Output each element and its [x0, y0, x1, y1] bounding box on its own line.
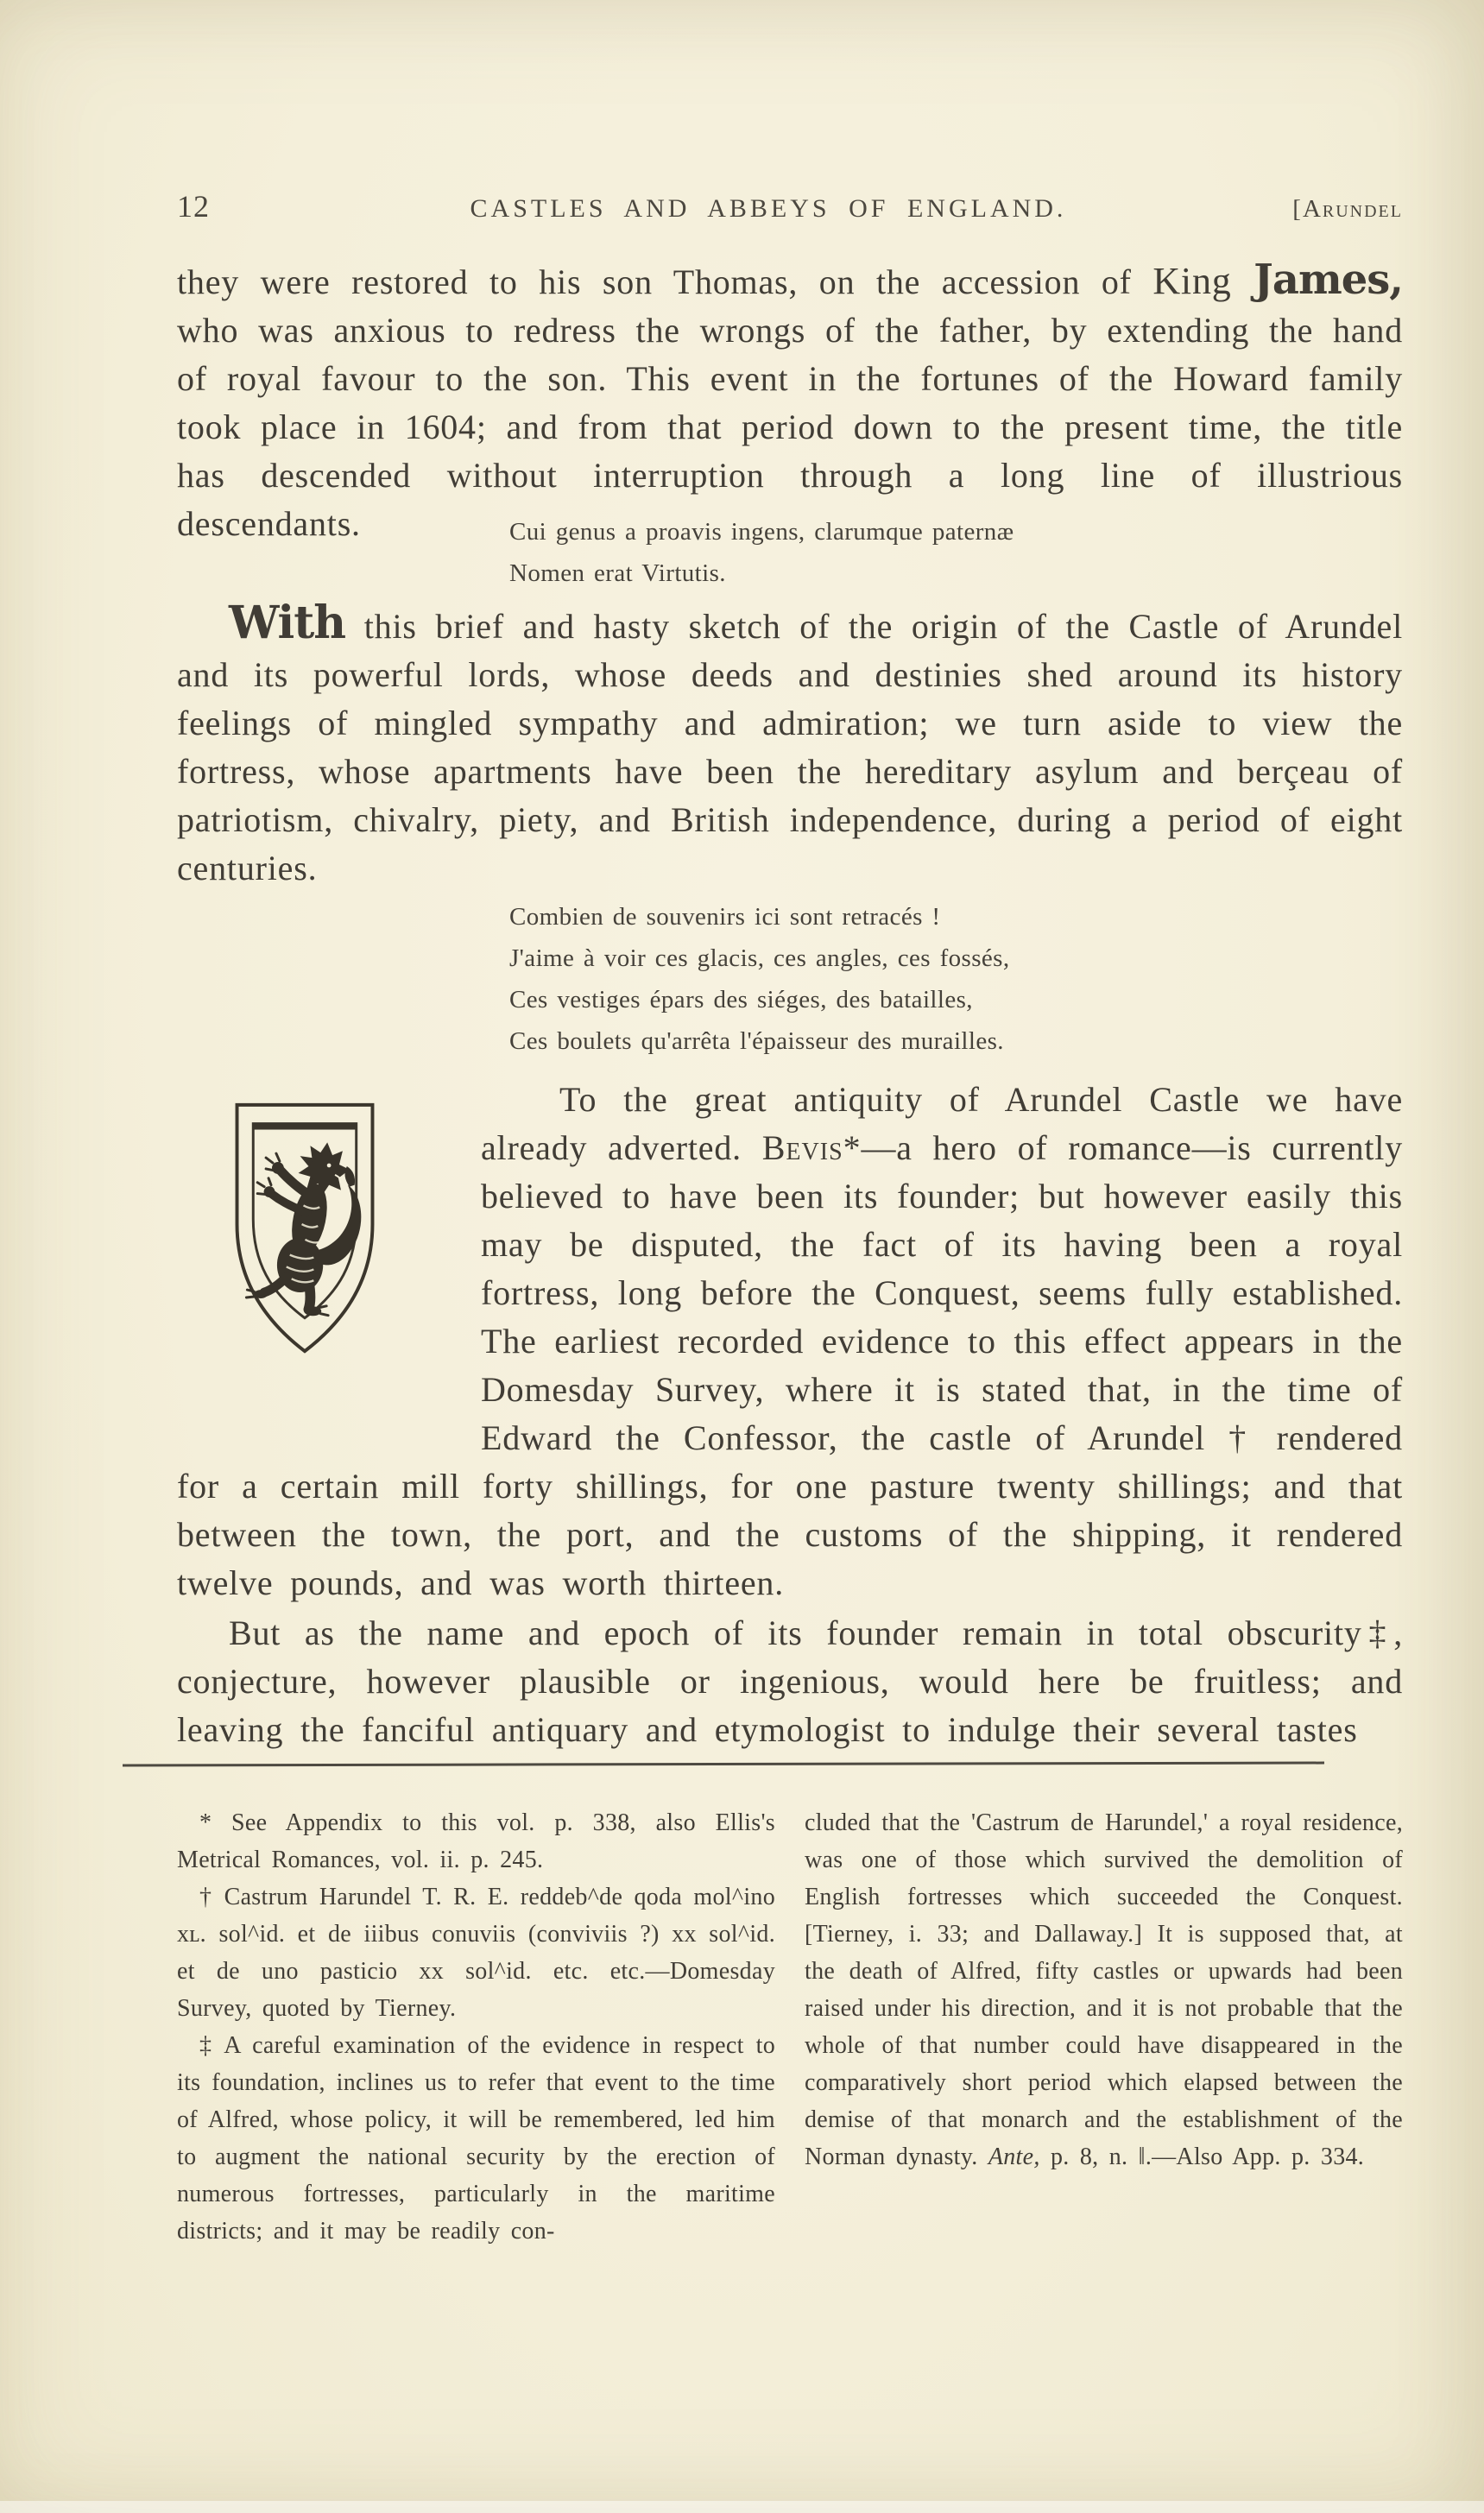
with-blackletter-text: With — [229, 597, 346, 649]
lion-rampant-shield-icon — [189, 1098, 420, 1362]
footnote-careful-examination: ‡ A careful examination of the evidence in respect to its foundation, inclines us to refer that event to the time of Alfred, whose policy, it will be remembered, led him to augment the national security by the erection of numerous fortresses, particularly in the maritime districts; and it may be readily con- — [177, 2032, 775, 2245]
french-verse-quote — [177, 896, 1484, 1062]
french-quote-line-3: Ces vestiges épars des siéges, des batailles, — [509, 986, 973, 1013]
paragraph-antiquity-of-arundel — [177, 1076, 1403, 1607]
lion-rampant-figure — [246, 1142, 361, 1316]
paragraph-with-brief-sketch — [177, 599, 1403, 893]
king-text: King — [1152, 260, 1254, 302]
latin-verse-quote — [177, 511, 1484, 594]
latin-quote-line-2: Nomen erat Virtutis. — [509, 559, 726, 587]
paragraph-2-text: this brief and hasty sketch of the origin of the Castle of Arundel and its powerful lords, whose deeds and destinies shed around its history feelings of mingled sympathy and admiration; we turn aside to view the fortress, whose apartments have been the hereditary asylum and berçeau of patriotism, chivalry, piety, and British independence, during a period of eight centuries. — [177, 607, 1403, 887]
footnote-rule — [123, 1762, 1324, 1767]
footnote-continuation — [805, 1804, 1403, 2175]
paragraph-3-text: *—a hero of romance—is currently believed to have been its founder; but however easily this may be disputed, the fact of its having been a royal fortress, long before the Conquest, seems fully established. The earliest recorded evidence to this effect appears in the Domesday Survey, where it is stated that, in the time of Edward the Confessor, the castle of Arundel † rendered for a certain mill forty shillings, for one pasture twenty shillings; and that between the town, the port, and the customs of the shipping, it rendered twelve pounds, and was worth thirteen. — [177, 1128, 1404, 1602]
page-header — [177, 188, 1403, 224]
paragraph-restored-to-thomas — [177, 256, 1403, 548]
shield-illustration — [177, 1076, 481, 1419]
paragraph-1-continuation: who was anxious to redress the wrongs of the father, by extending the hand of royal favour to the son. This event in the fortunes of the Howard family took place in 1604; and from that period down to the present time, the title has descended without interruption through a long line of illustrious descendants. — [177, 311, 1403, 543]
paragraph-3-lead: To the great antiquity of Arundel Castle we have already adverted. — [481, 1080, 1403, 1167]
footnote-tail-text: p. 8, n. ‖.—Also App. p. 334. — [1039, 2144, 1365, 2170]
ante-italic-text: Ante, — [988, 2144, 1040, 2170]
bevis-smallcaps-text: Bevis — [761, 1128, 843, 1167]
header-section-label: [Arundel — [1292, 195, 1403, 223]
latin-quote-line-1: Cui genus a proavis ingens, clarumque paternæ — [509, 518, 1014, 546]
french-quote-line-1: Combien de souvenirs ici sont retracés ! — [509, 903, 941, 931]
footnotes-right-column — [805, 1804, 1403, 2250]
paragraph-founder-obscurity: But as the name and epoch of its founder remain in total obscurity‡, conjecture, however plausible or ingenious, would here be fruitless; and leaving the fanciful antiquary and etymologist to indulge their several tastes — [177, 1613, 1403, 1749]
footnote-appendix: * See Appendix to this vol. p. 338, also Ellis's Metrical Romances, vol. ii. p. 245. — [177, 1809, 775, 1873]
running-title: CASTLES AND ABBEYS OF ENGLAND. — [470, 194, 1067, 223]
french-quote-line-4: Ces boulets qu'arrêta l'épaisseur des murailles. — [509, 1027, 1004, 1055]
footnotes-left-column — [177, 1804, 775, 2250]
paragraph-1-text: they were restored to his son Thomas, on the accession of — [177, 262, 1153, 301]
footnote-continuation-text: cluded that the 'Castrum de Harundel,' a royal residence, was one of those which survived the demolition of English fortresses which succeeded the Conquest. [Tierney, i. 33; and Dallaway.] It is supposed that, at the death of Alfred, fifty castles or upwards had been raised under his direction, and it is not probable that the whole of that number could have disappeared in the comparatively short period which elapsed between the demise of that monarch and the establishment of the Norman dynasty. — [805, 1809, 1403, 2170]
footnotes-section — [177, 1804, 1403, 2250]
footnote-castrum-harundel: † Castrum Harundel T. R. E. reddeb^de qoda mol^ino xʟ. sol^id. et de iiibus conuviis (conviviis ?) xx sol^id. et de uno pasticio xx sol^id. etc. etc.—Domesday Survey, quoted by Tierney. — [177, 1884, 775, 2022]
page-number: 12 — [177, 189, 210, 224]
french-quote-line-2: J'aime à voir ces glacis, ces angles, ces fossés, — [509, 944, 1010, 972]
james-blackletter-text: James, — [1254, 256, 1403, 304]
